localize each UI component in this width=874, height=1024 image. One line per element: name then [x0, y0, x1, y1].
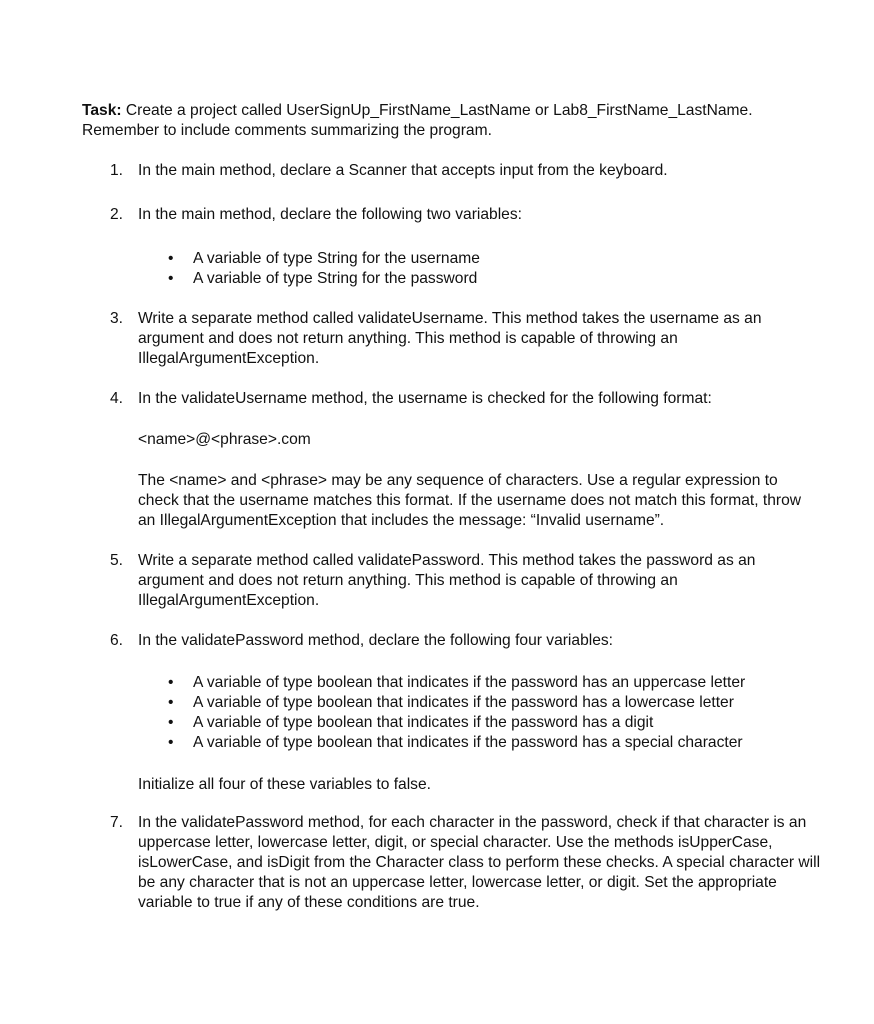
task-label: Task:	[82, 102, 122, 119]
step-2	[82, 205, 822, 289]
list-item: • A variable of type String for the password	[168, 270, 478, 287]
document-page	[82, 101, 822, 913]
step-number: 6.	[110, 632, 124, 649]
bullet-icon: •	[168, 694, 174, 711]
step-text: In the validatePassword method, for each character in the password, check if that character is an uppercase letter, lowercase letter, digit, or special character. Use the methods isUpperCase, isLowerCase, and isDigit from the Character class to perform these checks. A special character will be any character that is not an uppercase letter, lowercase letter, or digit. Set the appropriate variable to true if any of these conditions are true.	[138, 814, 821, 911]
step-number: 7.	[110, 814, 124, 831]
bullet-icon: •	[168, 250, 174, 267]
list-item: • A variable of type boolean that indicates if the password has a digit	[168, 714, 654, 731]
task-text: Create a project called UserSignUp_FirstName_LastName or Lab8_FirstName_LastName. Remember to include comments summarizing the program.	[82, 102, 753, 139]
bullet-list	[138, 249, 822, 289]
step-text: Write a separate method called validateUsername. This method takes the username as an argument and does not return anything. This method is capable of throwing an IllegalArgumentException.	[138, 310, 762, 367]
step-6	[82, 631, 822, 795]
step-text: Write a separate method called validatePassword. This method takes the password as an argument and does not return anything. This method is capable of throwing an IllegalArgumentException.	[138, 552, 756, 609]
task-paragraph	[82, 101, 822, 141]
step-text: In the validateUsername method, the username is checked for the following format:	[138, 390, 712, 407]
list-item: • A variable of type boolean that indicates if the password has an uppercase letter	[168, 674, 746, 691]
step-number: 4.	[110, 390, 124, 407]
step-number: 5.	[110, 552, 124, 569]
step-5	[82, 551, 822, 611]
bullet-icon: •	[168, 714, 174, 731]
bullet-icon: •	[168, 674, 174, 691]
list-item: • A variable of type boolean that indicates if the password has a special character	[168, 734, 743, 751]
format-example: <name>@<phrase>.com	[138, 431, 311, 448]
step-number: 2.	[110, 206, 124, 223]
step-7	[82, 813, 822, 913]
step-note: Initialize all four of these variables to false.	[138, 776, 431, 793]
list-item: • A variable of type String for the username	[168, 250, 480, 267]
step-number: 1.	[110, 162, 124, 179]
list-item: • A variable of type boolean that indicates if the password has a lowercase letter	[168, 694, 734, 711]
step-text: In the main method, declare the following two variables:	[138, 206, 522, 223]
bullet-icon: •	[168, 734, 174, 751]
step-number: 3.	[110, 310, 124, 327]
steps-list	[82, 161, 822, 913]
step-3	[82, 309, 822, 369]
bullet-list	[138, 673, 822, 753]
step-4	[82, 389, 822, 531]
bullet-icon: •	[168, 270, 174, 287]
step-text: In the validatePassword method, declare the following four variables:	[138, 632, 614, 649]
step-1	[82, 161, 822, 181]
step-detail: The <name> and <phrase> may be any sequence of characters. Use a regular expression to check that the username matches this format. If the username does not match this format, throw an IllegalArgumentException that includes the message: “Invalid username”.	[138, 472, 802, 529]
step-text: In the main method, declare a Scanner that accepts input from the keyboard.	[138, 162, 668, 179]
